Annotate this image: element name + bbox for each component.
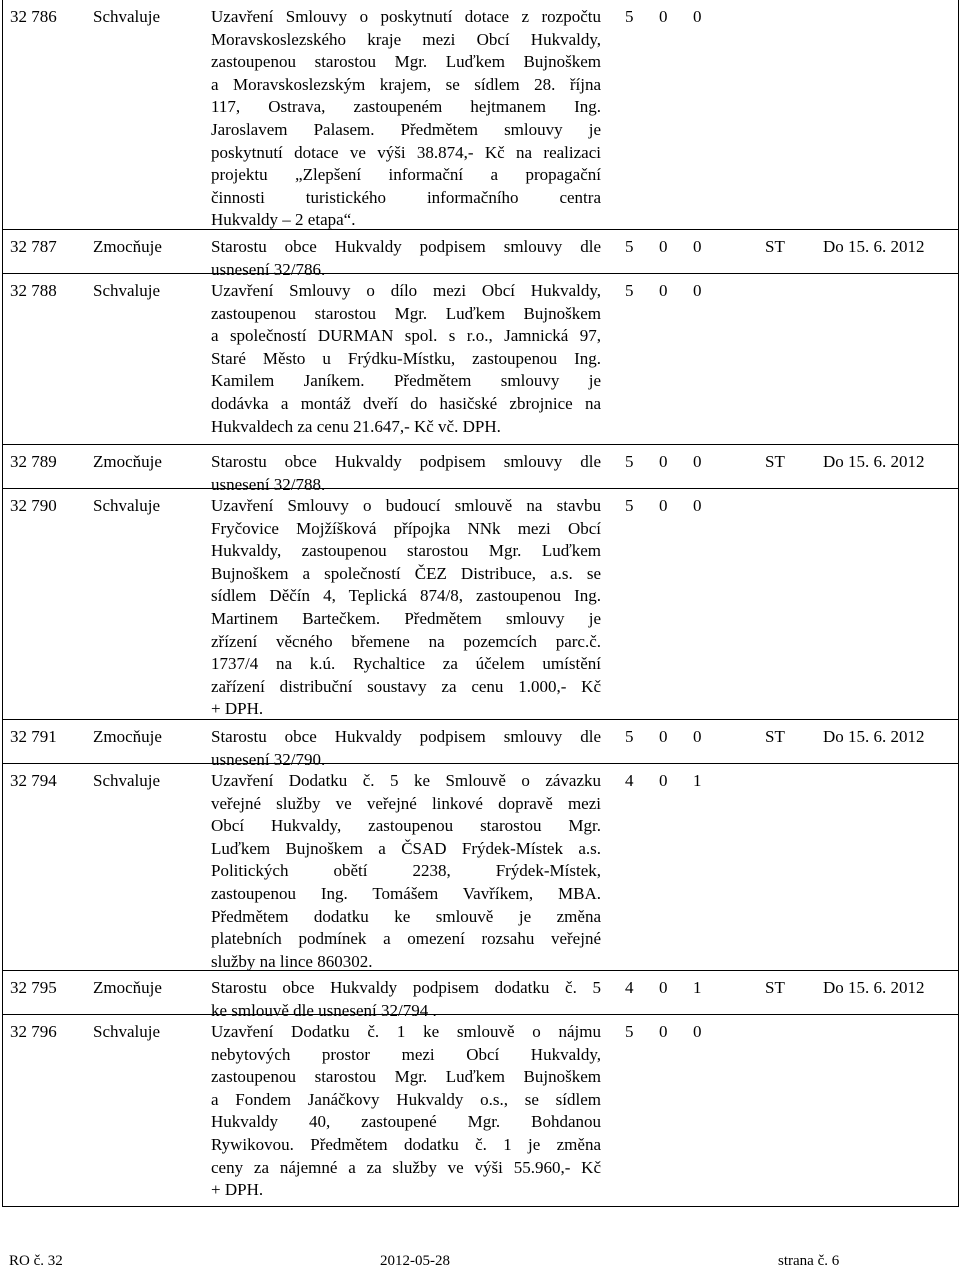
- resolution-text-line: usnesení 32/788.: [211, 474, 326, 494]
- votes-against: 0: [659, 7, 668, 26]
- table-row: [3, 971, 958, 1020]
- votes-against: 0: [659, 1022, 668, 1041]
- resolution-text-line: zastoupenou Ing. Tomášem Vavříkem, MBA.: [211, 883, 601, 903]
- deadline: Do 15. 6. 2012: [823, 237, 925, 256]
- resolution-text-line: Hukvaldy, zastoupenou starostou Mgr. Luďkem: [211, 541, 601, 561]
- votes-abstain: 0: [693, 496, 702, 515]
- resolution-text-line: nebytových prostor mezi Obcí Hukvaldy,: [211, 1044, 601, 1064]
- resolution-text-line: zastoupenou starostou Mgr. Luďkem Bujnoškem: [211, 1067, 601, 1087]
- resolution-text-line: dodávka a montáž dveří do hasičské zbrojnice na: [211, 393, 601, 413]
- votes-abstain: 0: [693, 727, 702, 746]
- responsible-person: ST: [765, 452, 785, 471]
- resolution-text-line: 117, Ostrava, zastoupeném hejtmanem Ing.: [211, 97, 601, 117]
- footer-date: 2012-05-28: [380, 1253, 450, 1269]
- resolution-number: 32 787: [10, 237, 57, 256]
- resolution-text-line: zastoupenou starostou Mgr. Luďkem Bujnoškem: [211, 52, 601, 72]
- resolution-text-line: Staré Město u Frýdku-Místku, zastoupenou Ing.: [211, 348, 601, 368]
- resolution-text-line: veřejné služby ve veřejné linkové dopravě mezi: [211, 793, 601, 813]
- resolution-text-line: Hukvaldy – 2 etapa“.: [211, 210, 356, 230]
- votes-abstain: 0: [693, 281, 702, 300]
- resolution-text: [211, 6, 601, 232]
- footer-page-number: strana č. 6: [778, 1253, 840, 1269]
- deadline: Do 15. 6. 2012: [823, 727, 925, 746]
- resolution-text-line: zastoupenou starostou Mgr. Luďkem Bujnoškem: [211, 303, 601, 323]
- resolution-number: 32 791: [10, 727, 57, 746]
- table-row: [3, 0, 958, 230]
- resolution-text-line: Luďkem Bujnoškem a ČSAD Frýdek-Místek a.s.: [211, 838, 601, 858]
- resolution-action: Schvaluje: [93, 1022, 161, 1041]
- resolution-text-line: Hukvaldy 40, zastoupené Mgr. Bohdanou: [211, 1112, 601, 1132]
- resolution-action: Zmocňuje: [93, 978, 162, 997]
- votes-against: 0: [659, 771, 668, 790]
- resolution-text-line: Uzavření Smlouvy o budoucí smlouvě na stavbu: [211, 496, 601, 515]
- resolution-action: Schvaluje: [93, 496, 161, 515]
- resolution-text-line: usnesení 32/790.: [211, 749, 326, 769]
- resolution-number: 32 788: [10, 281, 57, 300]
- resolutions-table: [2, 0, 959, 1207]
- table-row: [3, 445, 958, 494]
- resolution-action: Zmocňuje: [93, 727, 162, 746]
- resolution-text-line: Bujnoškem a společností ČEZ Distribuce, a.s. se: [211, 563, 601, 583]
- resolution-text: [211, 495, 601, 721]
- resolution-text-line: projektu „Zlepšení informační a propagační: [211, 165, 601, 185]
- votes-against: 0: [659, 452, 668, 471]
- resolution-text-line: platebních podmínek a omezení rozsahu veřejné: [211, 929, 601, 949]
- resolution-text: [211, 770, 601, 973]
- votes-for: 5: [625, 1022, 634, 1041]
- votes-abstain: 0: [693, 237, 702, 256]
- resolution-text-line: služby na lince 860302.: [211, 951, 373, 971]
- votes-abstain: 1: [693, 771, 702, 790]
- resolution-text-line: Politických obětí 2238, Frýdek-Místek,: [211, 861, 601, 881]
- resolution-text-line: Martinem Bartečkem. Předmětem smlouvy je: [211, 608, 601, 628]
- resolution-action: Schvaluje: [93, 281, 161, 300]
- resolution-text-line: + DPH.: [211, 1180, 264, 1200]
- resolution-text-line: Rywikovou. Předmětem dodatku č. 1 je změna: [211, 1134, 601, 1154]
- votes-abstain: 1: [693, 978, 702, 997]
- resolution-text-line: ke smlouvě dle usnesení 32/794 .: [211, 1000, 437, 1020]
- votes-for: 4: [625, 771, 634, 790]
- votes-abstain: 0: [693, 7, 702, 26]
- resolution-text-line: Předmětem dodatku ke smlouvě je změna: [211, 906, 601, 926]
- resolution-text-line: Jaroslavem Palasem. Předmětem smlouvy je: [211, 119, 601, 139]
- resolution-action: Zmocňuje: [93, 452, 162, 471]
- votes-for: 5: [625, 452, 634, 471]
- resolution-text-line: sídlem Děčín 4, Teplická 874/8, zastoupenou Ing.: [211, 586, 601, 606]
- resolution-text-line: Fryčovice Mojžíšková přípojka NNk mezi Obcí: [211, 518, 601, 538]
- resolution-text: [211, 1021, 601, 1202]
- responsible-person: ST: [765, 237, 785, 256]
- votes-against: 0: [659, 281, 668, 300]
- votes-abstain: 0: [693, 1022, 702, 1041]
- resolution-text-line: Kamilem Janíkem. Předmětem smlouvy je: [211, 371, 601, 391]
- resolution-text-line: a Moravskoslezským krajem, se sídlem 28. října: [211, 74, 601, 94]
- votes-against: 0: [659, 727, 668, 746]
- table-row: [3, 230, 958, 279]
- resolution-number: 32 786: [10, 7, 57, 26]
- resolution-text-line: ceny za nájemné a za služby ve výši 55.960,- Kč: [211, 1157, 601, 1177]
- resolution-text-line: Starostu obce Hukvaldy podpisem smlouvy dle: [211, 237, 601, 256]
- resolution-text-line: Hukvaldech za cenu 21.647,- Kč vč. DPH.: [211, 416, 501, 436]
- votes-for: 5: [625, 496, 634, 515]
- resolution-action: Zmocňuje: [93, 237, 162, 256]
- table-row: [3, 274, 958, 445]
- votes-against: 0: [659, 496, 668, 515]
- footer-meeting-number: RO č. 32: [9, 1253, 63, 1269]
- votes-for: 5: [625, 727, 634, 746]
- resolution-text-line: Uzavření Smlouvy o dílo mezi Obcí Hukvaldy,: [211, 281, 601, 300]
- votes-for: 5: [625, 7, 634, 26]
- table-row: [3, 720, 958, 769]
- resolution-number: 32 796: [10, 1022, 57, 1041]
- resolution-text-line: Starostu obce Hukvaldy podpisem smlouvy dle: [211, 727, 601, 746]
- resolution-action: Schvaluje: [93, 771, 161, 790]
- resolution-text-line: Moravskoslezského kraje mezi Obcí Hukvaldy,: [211, 29, 601, 49]
- votes-for: 5: [625, 237, 634, 256]
- resolution-text-line: zařízení distribuční soustavy za cenu 1.000,- Kč: [211, 676, 601, 696]
- resolution-text-line: Uzavření Dodatku č. 5 ke Smlouvě o závazku: [211, 771, 601, 790]
- resolution-text-line: Starostu obce Hukvaldy podpisem smlouvy dle: [211, 452, 601, 471]
- page-footer: [0, 1251, 960, 1273]
- resolution-text-line: a Fondem Janáčkovy Hukvaldy o.s., se sídlem: [211, 1089, 601, 1109]
- votes-for: 5: [625, 281, 634, 300]
- votes-abstain: 0: [693, 452, 702, 471]
- responsible-person: ST: [765, 727, 785, 746]
- votes-against: 0: [659, 237, 668, 256]
- votes-against: 0: [659, 978, 668, 997]
- resolution-text-line: zřízení věcného břemene na pozemcích parc.č.: [211, 631, 601, 651]
- resolution-number: 32 790: [10, 496, 57, 515]
- resolution-text-line: usnesení 32/786.: [211, 259, 326, 279]
- resolution-text-line: 1737/4 na k.ú. Rychaltice za účelem umístění: [211, 654, 601, 674]
- table-row: [3, 489, 958, 720]
- resolution-text-line: Uzavření Smlouvy o poskytnutí dotace z rozpočtu: [211, 7, 601, 26]
- resolution-text-line: + DPH.: [211, 699, 264, 719]
- votes-for: 4: [625, 978, 634, 997]
- deadline: Do 15. 6. 2012: [823, 452, 925, 471]
- table-row: [3, 1015, 958, 1206]
- resolution-text: [211, 280, 601, 438]
- resolution-text-line: činnosti turistického informačního centra: [211, 187, 601, 207]
- resolution-action: Schvaluje: [93, 7, 161, 26]
- responsible-person: ST: [765, 978, 785, 997]
- resolution-text-line: Uzavření Dodatku č. 1 ke smlouvě o nájmu: [211, 1022, 601, 1041]
- resolution-number: 32 794: [10, 771, 57, 790]
- resolution-text-line: poskytnutí dotace ve výši 38.874,- Kč na realizaci: [211, 142, 601, 162]
- resolution-text-line: Obcí Hukvaldy, zastoupenou starostou Mgr.: [211, 816, 601, 836]
- resolution-number: 32 789: [10, 452, 57, 471]
- deadline: Do 15. 6. 2012: [823, 978, 925, 997]
- resolution-text-line: a společností DURMAN spol. s r.o., Jamnická 97,: [211, 326, 601, 346]
- resolution-number: 32 795: [10, 978, 57, 997]
- resolution-text-line: Starostu obce Hukvaldy podpisem dodatku č. 5: [211, 978, 601, 997]
- table-row: [3, 764, 958, 971]
